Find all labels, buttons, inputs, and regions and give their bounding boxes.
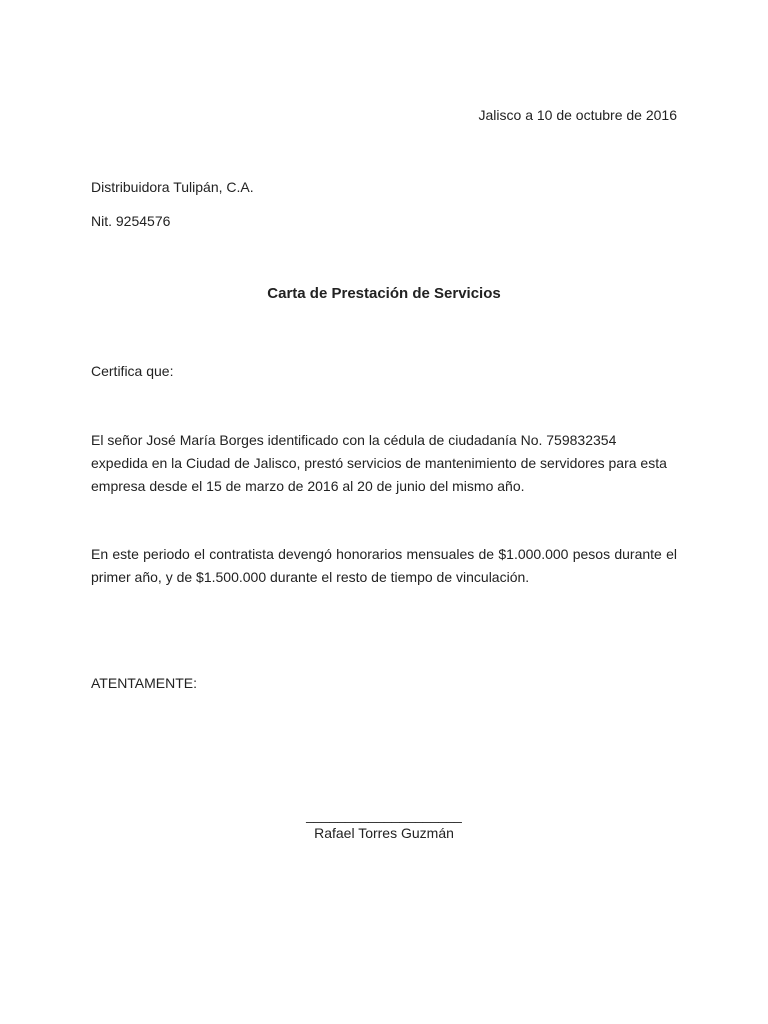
service-paragraph: El señor José María Borges identificado con la cédula de ciudadanía No. 759832354 expedida en la Ciudad de Jalisco, prestó servicios de mantenimiento de servidores para esta empresa desde el 15 de marzo de 2016 al 20 de junio del mismo año. [91, 432, 667, 494]
company-nit: Nit. 9254576 [91, 213, 171, 229]
letter-date: Jalisco a 10 de octubre de 2016 [478, 107, 677, 123]
fees-paragraph: En este periodo el contratista devengó honorarios mensuales de $1.000.000 pesos durante el primer año, y de $1.500.000 durante el resto de tiempo de vinculación. [91, 546, 677, 585]
certifies-label: Certifica que: [91, 363, 174, 379]
signer-name: Rafael Torres Guzmán [314, 825, 454, 841]
signature-line: ____________________ [306, 807, 462, 823]
recipient-company: Distribuidora Tulipán, C.A. [91, 179, 254, 195]
letter-title: Carta de Prestación de Servicios [267, 285, 501, 302]
closing: ATENTAMENTE: [91, 675, 198, 691]
